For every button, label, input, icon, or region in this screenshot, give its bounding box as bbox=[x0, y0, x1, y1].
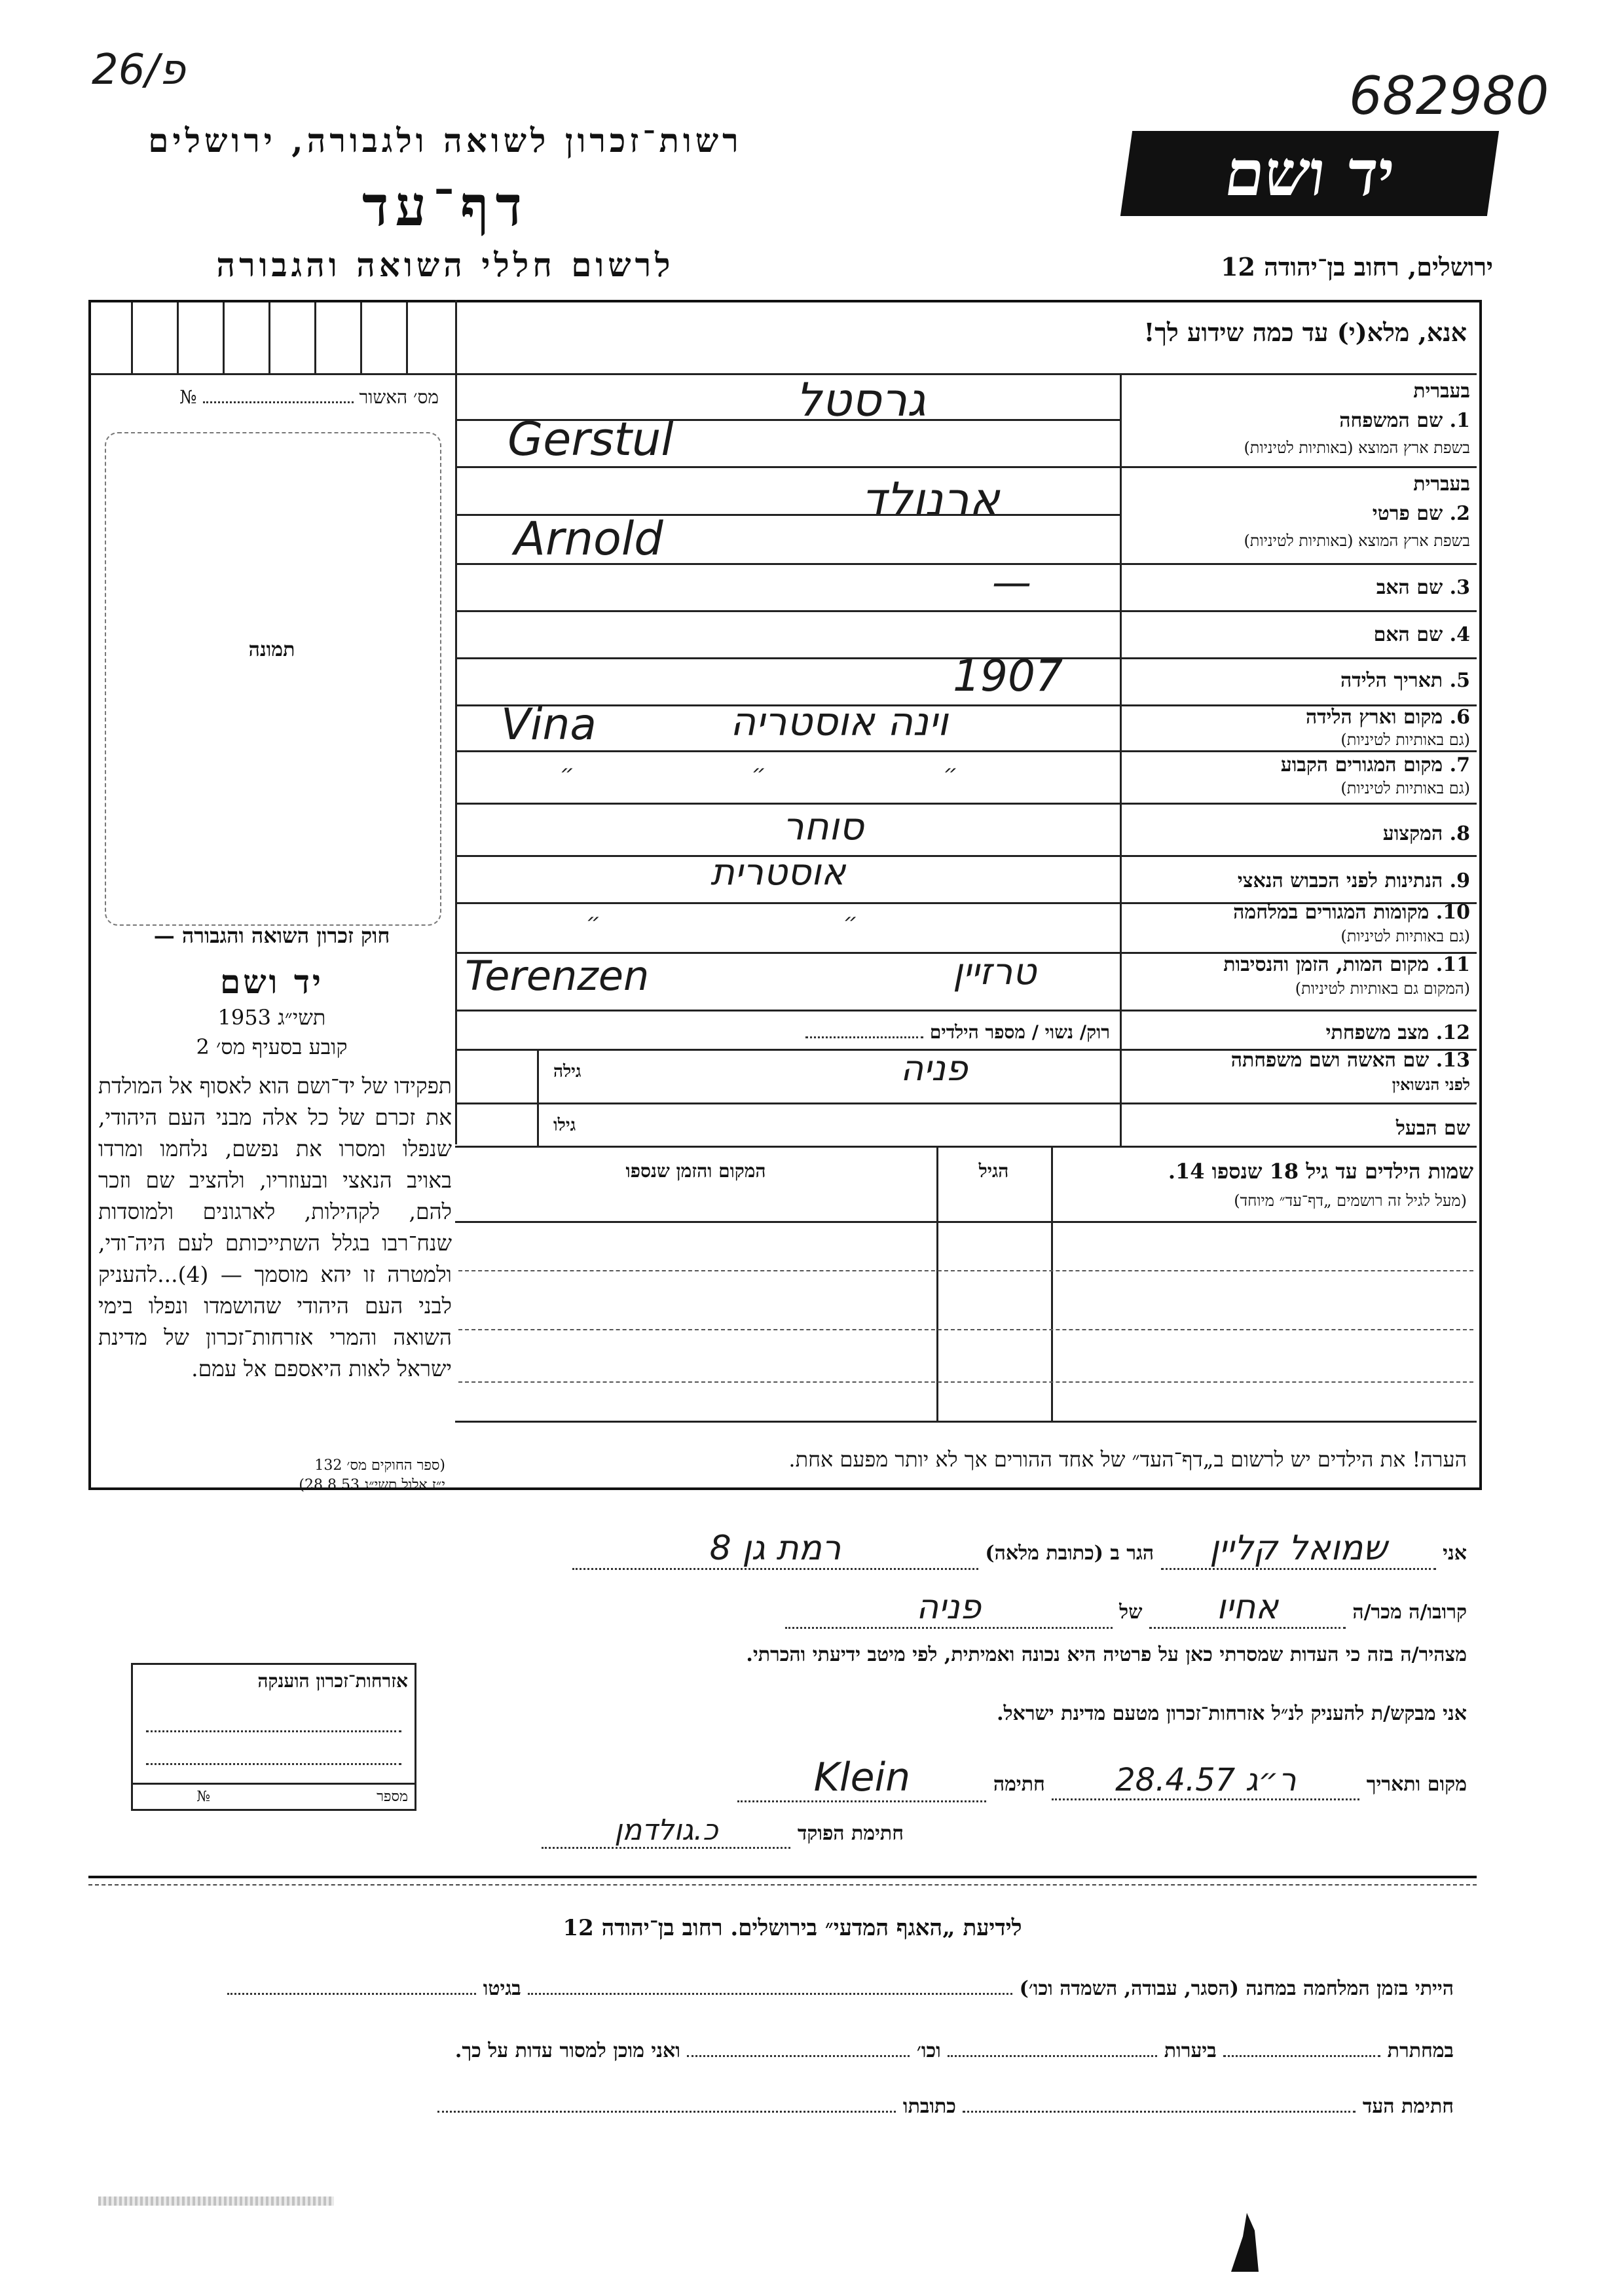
field-sub: (גם באותיות לטיניות) bbox=[1340, 927, 1470, 945]
field-sub: לפני הנשואין bbox=[1392, 1075, 1470, 1094]
field-label: 10. מקומות המגורים במלחמה bbox=[1233, 901, 1470, 924]
law-name: יד ושם bbox=[220, 962, 323, 1001]
field-row-3 bbox=[455, 560, 1477, 610]
law-year: 1953 bbox=[217, 1005, 271, 1030]
footer-line-3: חתימת העד כתובתו bbox=[92, 2095, 1454, 2118]
footer-line-2: במחתרת ביערות וכו׳ ואני מוכן למסור עדות על כך. bbox=[454, 2039, 1454, 2062]
authority-title: רשות־זכרון לשואה ולגבורה, ירושלים bbox=[148, 121, 743, 160]
citizenship-number-row: מספר № bbox=[196, 1789, 408, 1805]
citizenship-value: אוסטרית bbox=[710, 851, 846, 894]
law-title: חוק זכרון השואה והגבורה — bbox=[153, 923, 390, 948]
approval-no-label: № bbox=[179, 386, 197, 408]
profession-value: סוחר bbox=[783, 804, 864, 848]
citizenship-box-title: אזרחות־זכרון הוענקה bbox=[257, 1670, 408, 1692]
field-row-13 bbox=[455, 1049, 1477, 1102]
approval-boxes bbox=[92, 302, 455, 373]
field-row-6 bbox=[455, 699, 1477, 750]
field-row-10 bbox=[455, 902, 1477, 952]
law-ref-1: (ספר החוקים מס׳ 132 bbox=[314, 1457, 445, 1474]
field-label: 2. שם פרטי bbox=[1372, 502, 1470, 525]
field-label: שם הבעל bbox=[1395, 1117, 1470, 1140]
field-row-7 bbox=[455, 750, 1477, 803]
law-ref-2: י״ז אלול תשי״ג 28.8.53) bbox=[299, 1477, 445, 1493]
declarant-name-value: שמואל קליין bbox=[1161, 1529, 1436, 1570]
field-label: 3. שם האב bbox=[1376, 576, 1470, 599]
residence-value: ״ ״ ״ bbox=[560, 760, 958, 786]
field-label: 1. שם המשפחה bbox=[1339, 409, 1470, 432]
scan-artifact bbox=[98, 2196, 334, 2206]
declaration-line-1: אני שמואל קליין הגר ב (כתובת מלאה) רמת גן 8 bbox=[458, 1529, 1467, 1570]
instructions: אנא, מלא(י) עד כמה שידוע לך! bbox=[1143, 318, 1467, 347]
field-sub: בשפת ארץ המוצא (באותיות לטיניות) bbox=[1244, 439, 1470, 457]
top-right-number: 682980 bbox=[1349, 65, 1549, 126]
photo-frame bbox=[105, 432, 441, 926]
first-name-hebrew-value: ארנולד bbox=[861, 473, 1000, 526]
field-row-husband bbox=[455, 1102, 1477, 1146]
relation-of-value: פניה bbox=[785, 1588, 1113, 1629]
birth-place-hebrew-value: וינה אוסטריה bbox=[730, 699, 948, 745]
field-label: 8. המקצוע bbox=[1382, 822, 1470, 845]
death-place-latin-value: Terenzen bbox=[465, 952, 650, 1000]
marital-status-options[interactable]: רוק/ נשוי / מספר הילדים bbox=[730, 1021, 1110, 1044]
field-sub: (המקום גם באותיות לטיניות) bbox=[1295, 979, 1470, 998]
declaration-request: אני מבקש/ת להעניק לנ״ל אזרחות־זכרון מטעם מדינת ישראל. bbox=[997, 1702, 1467, 1725]
field-label: 13. שם האשה ושם משפחתה bbox=[1230, 1049, 1470, 1072]
field-sub: (גם באותיות לטיניות) bbox=[1340, 731, 1470, 749]
field-sub: בשפת ארץ המוצא (באותיות לטיניות) bbox=[1244, 532, 1470, 550]
citizenship-box bbox=[131, 1663, 416, 1811]
children-title-sub: (מעל לגיל זה רושמים „דף־עד״ מיוחד) bbox=[1234, 1192, 1467, 1210]
field-row-12 bbox=[455, 1010, 1477, 1049]
law-text: תפקידו של יד־ושם הוא לאסוף אל המולדת את זכרם של כל אלה מבני העם היהודי, שנפלו ומסרו את נפשם, נלחמו ומרדו באויב הנאצי ובעוזריו, ולהציב שם וזכר להם, לקהילות, לארגונים ולמוסדות שנח־רבו בגלל השתייכותם לעם היה־ודי, ולמטרה זו יהא מוסמך — (4)...להעניק לבני העם היהודי שהושמדו ונפלו בימי השואה והמרי אזרחות־זכרון של מדינת ישראל לאות היאספם אל עמם. bbox=[98, 1073, 452, 1381]
photo-label: תמונה bbox=[248, 638, 295, 661]
hebrew-tag: בעברית bbox=[1413, 473, 1470, 496]
birth-date-value: 1907 bbox=[953, 651, 1063, 701]
relation-value: אחיו bbox=[1149, 1588, 1346, 1629]
top-left-note: 26/פ bbox=[92, 46, 185, 94]
field-label: 11. מקום המות, הזמן והנסיבות bbox=[1223, 953, 1470, 976]
death-place-hebrew-value: טרזיין bbox=[953, 951, 1037, 993]
approval-label: מס׳ האשור bbox=[359, 386, 439, 408]
declarant-address-value: רמת גן 8 bbox=[572, 1529, 978, 1570]
wartime-residence-value: ״ ״ bbox=[586, 909, 858, 935]
scan-artifact-mark bbox=[1231, 2213, 1270, 2272]
law-year-row bbox=[98, 1005, 445, 1030]
field-sub: (גם באותיות לטיניות) bbox=[1340, 779, 1470, 797]
law-clause: קובע בסעיף מס׳ 2 bbox=[196, 1034, 348, 1059]
wife-name-value: פניה bbox=[900, 1048, 968, 1089]
field-label: 12. מצב משפחתי bbox=[1325, 1021, 1470, 1044]
yad-vashem-logo: יד ושם bbox=[1120, 131, 1499, 216]
place-date-value: ר״ג 28.4.57 bbox=[1052, 1762, 1359, 1800]
law-year-hebrew: תשי״ג bbox=[278, 1005, 326, 1030]
children-title: שמות הילדים עד גיל 18 שנספו 14. bbox=[1168, 1159, 1473, 1184]
form-subtitle: לרשום חללי השואה והגבורה bbox=[216, 246, 674, 284]
father-name-value: — bbox=[992, 560, 1031, 606]
address: ירושלים, רחוב בן־יהודה 12 bbox=[1221, 252, 1493, 282]
field-label: 6. מקום וארץ הלידה bbox=[1305, 706, 1470, 729]
husband-age-label: גילו bbox=[553, 1116, 576, 1135]
field-row-9 bbox=[455, 851, 1477, 902]
surname-latin-value: Gerstul bbox=[507, 412, 674, 466]
children-col-place: המקום והזמן שנספו bbox=[625, 1160, 766, 1182]
field-label: 7. מקום המגורים הקבוע bbox=[1280, 754, 1470, 776]
hebrew-tag: בעברית bbox=[1413, 380, 1470, 403]
field-row-5 bbox=[455, 651, 1477, 704]
cut-line bbox=[88, 1876, 1477, 1878]
declaration-line-place: מקום ותאריך ר״ג 28.4.57 חתימה Klein bbox=[458, 1755, 1467, 1802]
declaration-line-officer: חתימת הפוקד כ.גולדמן bbox=[458, 1813, 904, 1849]
field-row-8 bbox=[455, 803, 1477, 855]
field-row-11 bbox=[455, 952, 1477, 1010]
birth-place-latin-value: Vina bbox=[501, 699, 597, 750]
footer-title: לידיעת „האגף המדעי״ בירושלים. רחוב בן־יהודה 12 bbox=[563, 1915, 1022, 1941]
first-name-latin-value: Arnold bbox=[514, 512, 663, 566]
declaration-line-2: קרובו/ה מכר/ה אחיו של פניה bbox=[458, 1588, 1467, 1629]
field-label: 5. תאריך הלידה bbox=[1340, 669, 1470, 692]
children-col-age: הגיל bbox=[978, 1160, 1009, 1182]
field-label: 4. שם האם bbox=[1373, 623, 1470, 646]
approval-number-row bbox=[105, 386, 439, 409]
declaration-statement: מצהיר/ה בזה כי העדות שמסרתי כאן על פרטיה היא נכונה ואמיתית, לפי מיטב ידיעתי והכרתי. bbox=[746, 1643, 1467, 1666]
signature-value: Klein bbox=[737, 1755, 986, 1802]
wife-age-label: גילה bbox=[553, 1062, 581, 1082]
form-title: דף־עד bbox=[361, 173, 528, 238]
children-note: הערה! את הילדים יש לרשום ב„דף־העד״ של אחד ההורים אך לא יותר מפעם אחת. bbox=[788, 1447, 1467, 1472]
footer-line-1: הייתי בזמן המלחמה במחנה (הסגר, עבודה, השמדה וכו׳) בגיטו bbox=[92, 1977, 1454, 2000]
officer-signature-value: כ.גולדמן bbox=[542, 1813, 790, 1849]
field-label: 9. הנתינות לפני הכבוש הנאצי bbox=[1237, 869, 1470, 892]
surname-hebrew-value: גרסטל bbox=[796, 373, 926, 427]
